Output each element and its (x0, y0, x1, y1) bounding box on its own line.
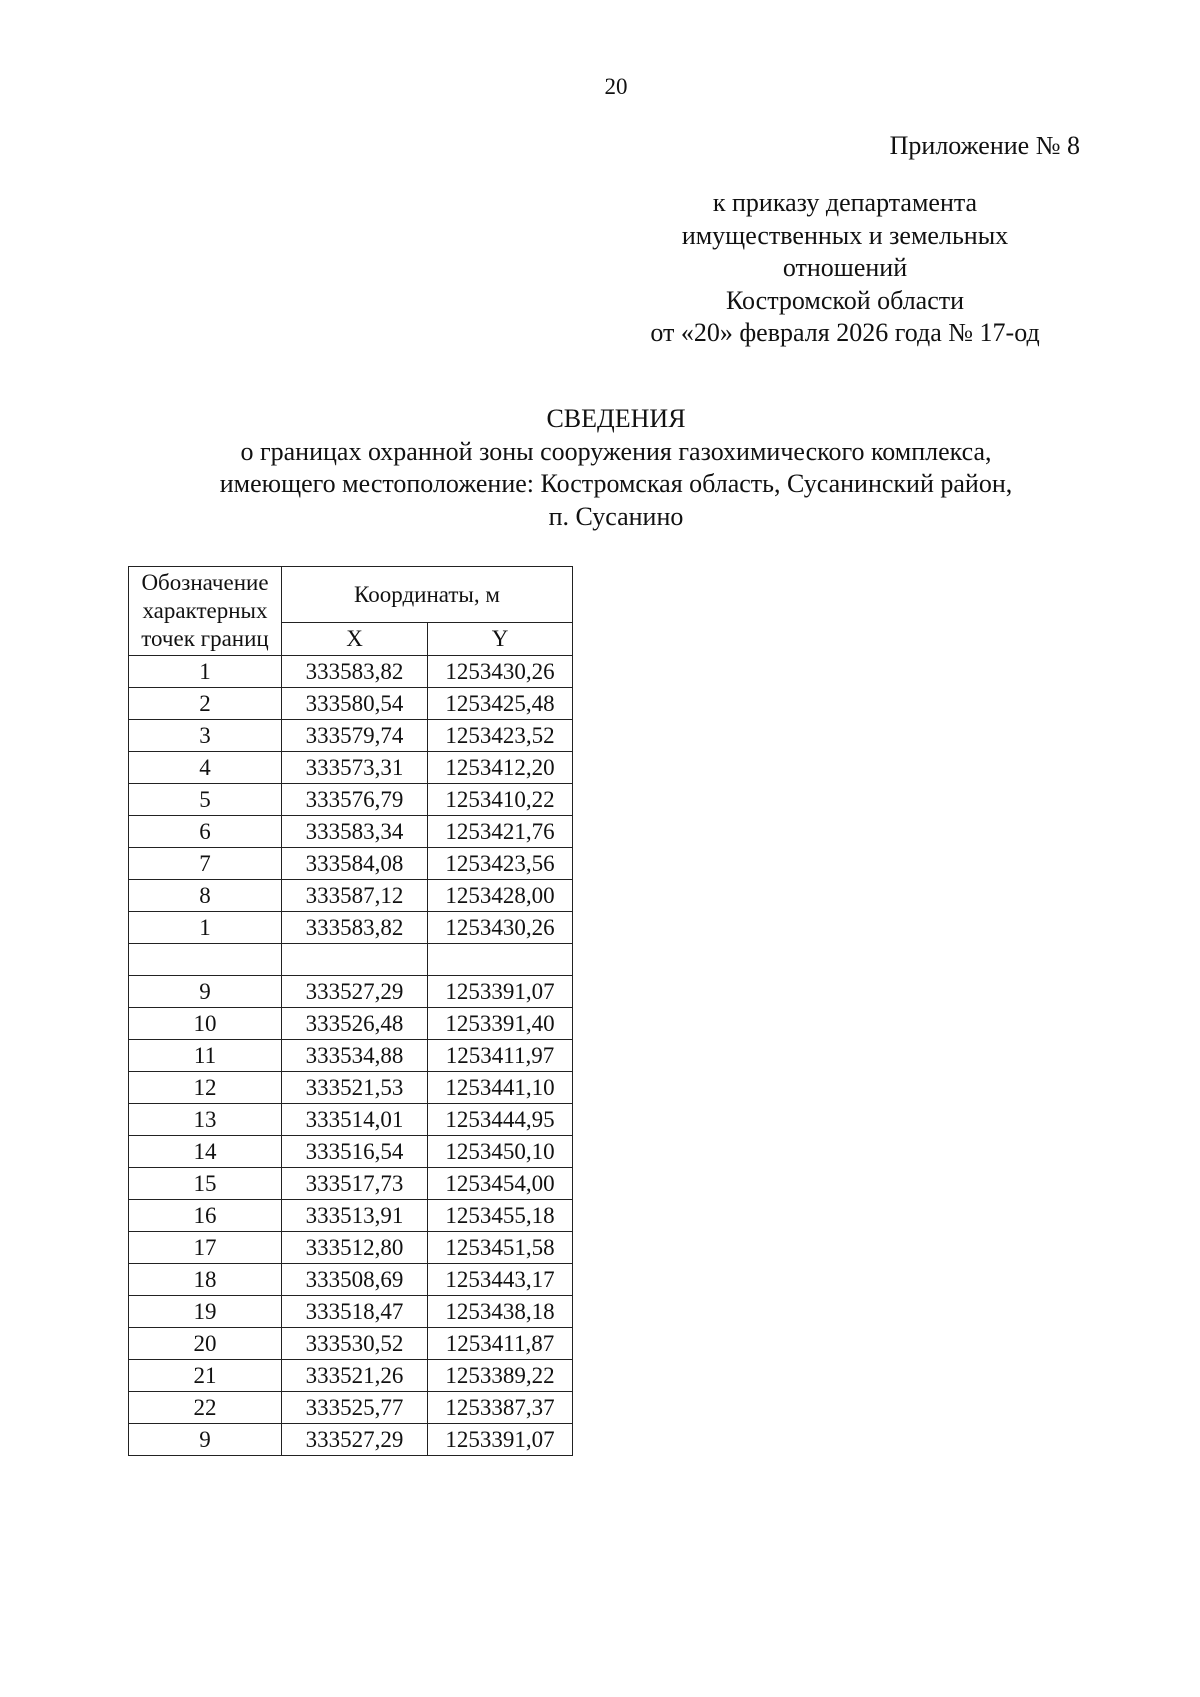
table-row (129, 976, 573, 1008)
x-header: X (282, 623, 428, 656)
y-coordinate-cell: 1253438,18 (428, 1296, 573, 1328)
y-coordinate-cell: 1253455,18 (428, 1200, 573, 1232)
y-coordinate-cell: 1253444,95 (428, 1104, 573, 1136)
y-coordinate-cell: 1253411,87 (428, 1328, 573, 1360)
point-cell: 1 (129, 912, 282, 944)
table-row (129, 912, 573, 944)
y-coordinate-cell: 1253441,10 (428, 1072, 573, 1104)
order-ref-line: Костромской области (725, 285, 965, 315)
table-row (129, 1296, 573, 1328)
x-coordinate-cell: 333516,54 (282, 1136, 428, 1168)
point-cell: 20 (129, 1328, 282, 1360)
x-coordinate-cell: 333583,34 (282, 816, 428, 848)
table-row (129, 816, 573, 848)
y-coordinate-cell: 1253450,10 (428, 1136, 573, 1168)
order-ref-line: имущественных и земельных (681, 220, 1009, 250)
x-coordinate-cell: 333527,29 (282, 976, 428, 1008)
point-cell: 9 (129, 976, 282, 1008)
x-coordinate-cell: 333521,26 (282, 1360, 428, 1392)
y-coordinate-cell: 1253410,22 (428, 784, 573, 816)
point-cell: 2 (129, 688, 282, 720)
x-coordinate-cell: 333580,54 (282, 688, 428, 720)
table-row (129, 1360, 573, 1392)
x-coordinate-cell: 333534,88 (282, 1040, 428, 1072)
table-row (129, 1392, 573, 1424)
order-reference (550, 187, 1140, 350)
y-coordinate-cell: 1253389,22 (428, 1360, 573, 1392)
heading-line: п. Сусанино (548, 501, 684, 531)
y-coordinate-cell: 1253421,76 (428, 816, 573, 848)
point-cell: 9 (129, 1424, 282, 1456)
y-coordinate-cell: 1253411,97 (428, 1040, 573, 1072)
document-heading (0, 403, 1200, 533)
table-row (129, 1328, 573, 1360)
y-coordinate-cell: 1253423,56 (428, 848, 573, 880)
point-cell: 5 (129, 784, 282, 816)
x-coordinate-cell: 333579,74 (282, 720, 428, 752)
point-cell: 15 (129, 1168, 282, 1200)
table-row (129, 1200, 573, 1232)
table-row (129, 1104, 573, 1136)
y-coordinate-cell: 1253423,52 (428, 720, 573, 752)
y-coordinate-cell: 1253425,48 (428, 688, 573, 720)
y-coordinate-cell: 1253391,07 (428, 976, 573, 1008)
x-coordinate-cell: 333526,48 (282, 1008, 428, 1040)
page-number: 20 (604, 74, 628, 99)
table-row (129, 720, 573, 752)
point-cell: 3 (129, 720, 282, 752)
table-row (129, 1232, 573, 1264)
table-row (129, 944, 573, 976)
y-header: Y (428, 623, 573, 656)
point-cell: 11 (129, 1040, 282, 1072)
table-row (129, 1072, 573, 1104)
point-cell (129, 944, 282, 976)
point-cell: 1 (129, 656, 282, 688)
x-coordinate-cell: 333518,47 (282, 1296, 428, 1328)
x-coordinate-cell: 333527,29 (282, 1424, 428, 1456)
table-row (129, 656, 573, 688)
x-coordinate-cell (282, 944, 428, 976)
coordinates-header: Координаты, м (282, 567, 573, 623)
point-cell: 21 (129, 1360, 282, 1392)
table-row (129, 784, 573, 816)
x-coordinate-cell: 333512,80 (282, 1232, 428, 1264)
x-coordinate-cell: 333525,77 (282, 1392, 428, 1424)
point-cell: 13 (129, 1104, 282, 1136)
y-coordinate-cell: 1253428,00 (428, 880, 573, 912)
point-cell: 12 (129, 1072, 282, 1104)
y-coordinate-cell: 1253430,26 (428, 912, 573, 944)
y-coordinate-cell (428, 944, 573, 976)
coordinates-table (128, 566, 573, 1456)
table-row (129, 1008, 573, 1040)
table-row (129, 880, 573, 912)
table-row (129, 752, 573, 784)
y-coordinate-cell: 1253391,07 (428, 1424, 573, 1456)
x-coordinate-cell: 333584,08 (282, 848, 428, 880)
x-coordinate-cell: 333517,73 (282, 1168, 428, 1200)
appendix-title: Приложение № 8 (889, 131, 1080, 160)
x-coordinate-cell: 333514,01 (282, 1104, 428, 1136)
y-coordinate-cell: 1253454,00 (428, 1168, 573, 1200)
point-cell: 7 (129, 848, 282, 880)
table-row (129, 1168, 573, 1200)
table-row (129, 688, 573, 720)
x-coordinate-cell: 333573,31 (282, 752, 428, 784)
point-cell: 14 (129, 1136, 282, 1168)
point-cell: 16 (129, 1200, 282, 1232)
heading-line: имеющего местоположение: Костромская область, Сусанинский район, (219, 469, 1013, 498)
heading-title: СВЕДЕНИЯ (546, 404, 686, 433)
y-coordinate-cell: 1253391,40 (428, 1008, 573, 1040)
y-coordinate-cell: 1253430,26 (428, 656, 573, 688)
point-cell: 19 (129, 1296, 282, 1328)
table-row (129, 1264, 573, 1296)
table-row (129, 1136, 573, 1168)
table-row (129, 1424, 573, 1456)
heading-line: о границах охранной зоны сооружения газохимического комплекса, (240, 436, 992, 466)
point-cell: 8 (129, 880, 282, 912)
x-coordinate-cell: 333587,12 (282, 880, 428, 912)
x-coordinate-cell: 333576,79 (282, 784, 428, 816)
point-cell: 6 (129, 816, 282, 848)
designation-header: Обозначение характерных точек границ (129, 567, 282, 656)
y-coordinate-cell: 1253387,37 (428, 1392, 573, 1424)
x-coordinate-cell: 333583,82 (282, 656, 428, 688)
point-cell: 22 (129, 1392, 282, 1424)
x-coordinate-cell: 333513,91 (282, 1200, 428, 1232)
point-cell: 10 (129, 1008, 282, 1040)
y-coordinate-cell: 1253412,20 (428, 752, 573, 784)
table-row (129, 1040, 573, 1072)
order-ref-line: от «20» февраля 2026 года № 17-од (650, 318, 1040, 347)
point-cell: 4 (129, 752, 282, 784)
table-row (129, 848, 573, 880)
coordinates-table-body (129, 656, 573, 1456)
order-ref-line: к приказу департамента (712, 188, 978, 217)
point-cell: 17 (129, 1232, 282, 1264)
x-coordinate-cell: 333583,82 (282, 912, 428, 944)
x-coordinate-cell: 333521,53 (282, 1072, 428, 1104)
y-coordinate-cell: 1253443,17 (428, 1264, 573, 1296)
point-cell: 18 (129, 1264, 282, 1296)
order-ref-line: отношений (782, 253, 908, 282)
y-coordinate-cell: 1253451,58 (428, 1232, 573, 1264)
x-coordinate-cell: 333530,52 (282, 1328, 428, 1360)
x-coordinate-cell: 333508,69 (282, 1264, 428, 1296)
